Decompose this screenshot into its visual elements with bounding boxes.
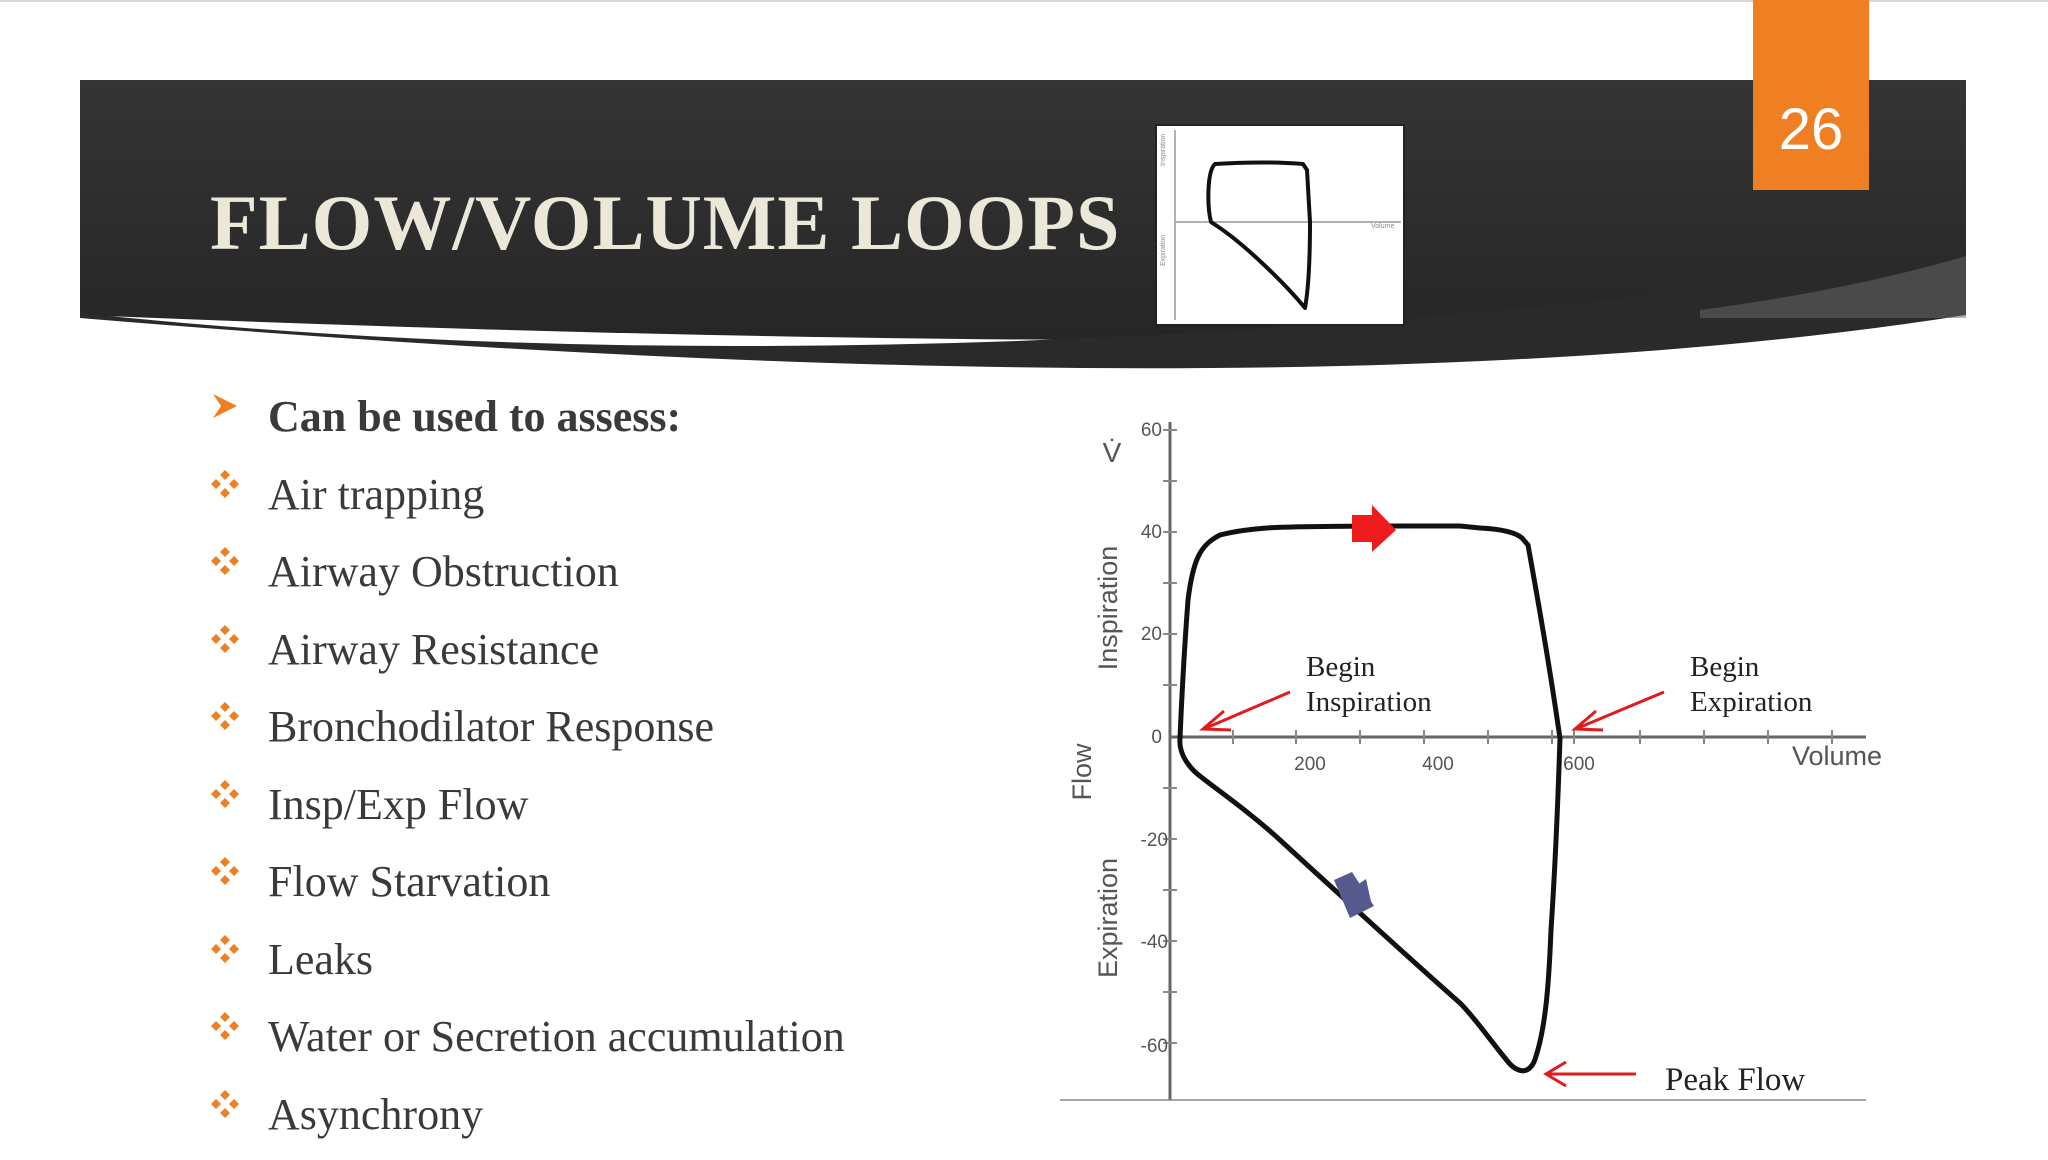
y-axis-label-flow: Flow — [1067, 743, 1097, 801]
peak-flow-label: Peak Flow — [1665, 1062, 1805, 1098]
y-tick-label: -20 — [1141, 830, 1168, 851]
list-item-text: Airway Resistance — [268, 618, 599, 682]
y-tick-label: 60 — [1141, 420, 1162, 441]
x-axis-label: Volume — [1792, 741, 1882, 771]
x-tick-label: 200 — [1294, 754, 1326, 775]
list-item-text: Air trapping — [268, 463, 484, 527]
list-item-text: Asynchrony — [268, 1083, 483, 1147]
svg-text:Volume: Volume — [1371, 223, 1394, 230]
inspiration-direction-arrow-icon — [1352, 505, 1396, 552]
list-item-text: Insp/Exp Flow — [268, 773, 528, 837]
x-tick-label: 400 — [1422, 754, 1454, 775]
y-axis-label-expiration: Expiration — [1093, 858, 1123, 978]
list-item-text: Water or Secretion accumulation — [268, 1005, 845, 1069]
flow-volume-loop — [1180, 526, 1560, 1071]
y-tick-label: -60 — [1141, 1036, 1168, 1057]
y-tick-label: 40 — [1141, 522, 1162, 543]
x-tick-label: 600 — [1563, 754, 1595, 775]
begin-expiration-label-line2: Expiration — [1690, 686, 1813, 718]
y-tick-label: -40 — [1141, 932, 1168, 953]
y-axis-symbol: V̇ — [1103, 437, 1122, 468]
begin-expiration-pointer-icon — [1575, 692, 1664, 730]
y-tick-label: 0 — [1151, 727, 1162, 748]
svg-text:Inspiration: Inspiration — [1160, 134, 1167, 166]
svg-text:Expiration: Expiration — [1160, 235, 1167, 266]
bullet-heading-text: Can be used to assess: — [268, 385, 681, 449]
begin-inspiration-label-line1: Begin — [1306, 651, 1376, 683]
begin-expiration-label-line1: Begin — [1690, 651, 1760, 683]
list-item-text: Bronchodilator Response — [268, 695, 714, 759]
list-item-text: Airway Obstruction — [268, 540, 619, 604]
page-number: 26 — [1753, 100, 1869, 160]
slide-title: FLOW/VOLUME LOOPS — [210, 178, 1120, 268]
y-axis-label-inspiration: Inspiration — [1093, 546, 1123, 671]
list-item-text: Flow Starvation — [268, 850, 550, 914]
list-item-text: Leaks — [268, 928, 373, 992]
peak-flow-pointer-icon — [1546, 1062, 1636, 1086]
begin-inspiration-label-line2: Inspiration — [1306, 686, 1432, 718]
y-tick-label: 20 — [1141, 624, 1162, 645]
begin-inspiration-pointer-icon — [1203, 692, 1290, 730]
